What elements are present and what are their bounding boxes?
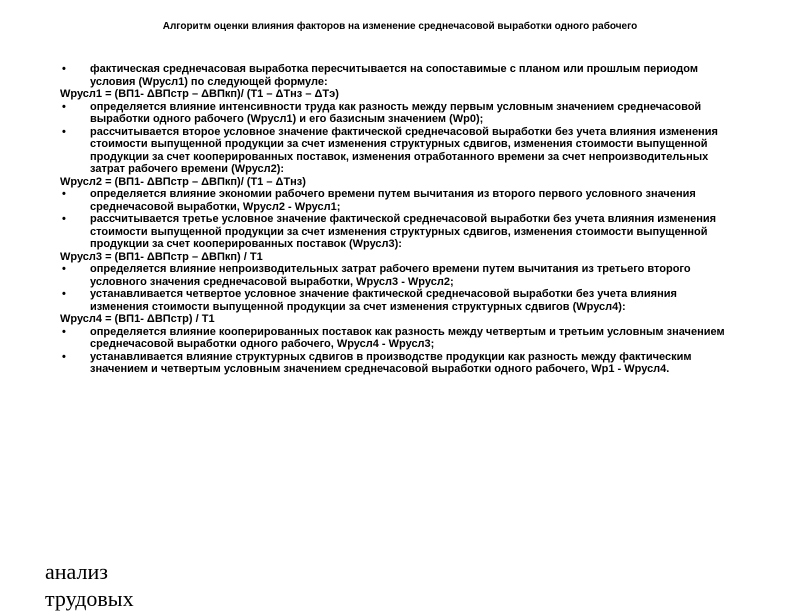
list-item: • определяется влияние кооперированных поставок как разность между четвертым и третьим условным значением среднечасовой выработки одного рабочего, Wрусл4 - Wрусл3; [62,325,725,350]
bullet-icon: • [62,188,66,200]
list-item: • рассчитывается третье условное значение фактической среднечасовой выработки без учета влияния изменения стоимости выпущенной продукции за счет изменения структурных сдвигов, изменения стоимости выпущенной продукции за счет кооперированных поставок (Wрусл3): [62,213,717,250]
list-item: • определяется влияние экономии рабочего времени путем вычитания из второго первого условного значения среднечасовой выработки, Wрусл2 - Wрусл1; [62,188,696,213]
formula: Wрусл4 = (ВП1- ΔВПстр) / Т1 [60,313,215,325]
list-item: • определяется влияние непроизводительных затрат рабочего времени путем вычитания из третьего второго условного значения среднечасовой выработки, Wрусл3 - Wрусл2; [62,263,691,288]
list-item: • фактическая среднечасовая выработка пересчитывается на сопоставимые с планом или прошлым периодом условия (Wрусл1) по следующей формуле: [62,63,698,88]
list-item: • рассчитывается второе условное значение фактической среднечасовой выработки без учета влияния изменения стоимости выпущенной продукции за счет изменения структурных сдвигов, изменения стоимости выпущенной продукции за счет кооперированных поставок, изменения отработанного времени за счет непроизводительных затрат рабочего времени (Wрусл2): [62,125,718,175]
bullet-icon: • [62,325,66,338]
bullet-icon: • [62,100,66,113]
bullet-icon: • [62,63,66,75]
bullet-icon: • [62,288,66,300]
bullet-icon: • [62,263,66,275]
list-item: • определяется влияние интенсивности труда как разность между первым условным значением среднечасовой выработки одного рабочего (Wрусл1) и его базисным значением (Wр0); [62,100,702,125]
formula: Wрусл3 = (ВП1- ΔВПстр – ΔВПкп) / Т1 [60,250,263,263]
bullet-icon: • [62,213,66,225]
content-list [60,63,730,376]
footer-line: анализ [45,559,108,584]
formula: Wрусл1 = (ВП1- ΔВПстр – ΔВПкп)/ (Т1 – ΔТнз – ΔТэ) [60,88,339,100]
bullet-icon: • [62,350,66,363]
footer-text [45,558,345,612]
formula: Wрусл2 = (ВП1- ΔВПстр – ΔВПкп)/ (Т1 – ΔТнз) [60,175,306,188]
bullet-icon: • [62,125,66,138]
page-title: Алгоритм оценки влияния факторов на изменение среднечасовой выработки одного рабочего [162,21,638,32]
list-item: • устанавливается четвертое условное значение фактической среднечасовой выработки без учета влияния изменения стоимости выпущенной продукции за счет изменения структурных сдвигов (Wрусл4): [62,288,677,313]
footer-line: трудовых [45,586,134,611]
list-item: • устанавливается влияние структурных сдвигов в производстве продукции как разность между фактическим значением и четвертым условным значением среднечасовой выработки одного рабочего, Wр1 - Wрусл4. [62,350,692,375]
